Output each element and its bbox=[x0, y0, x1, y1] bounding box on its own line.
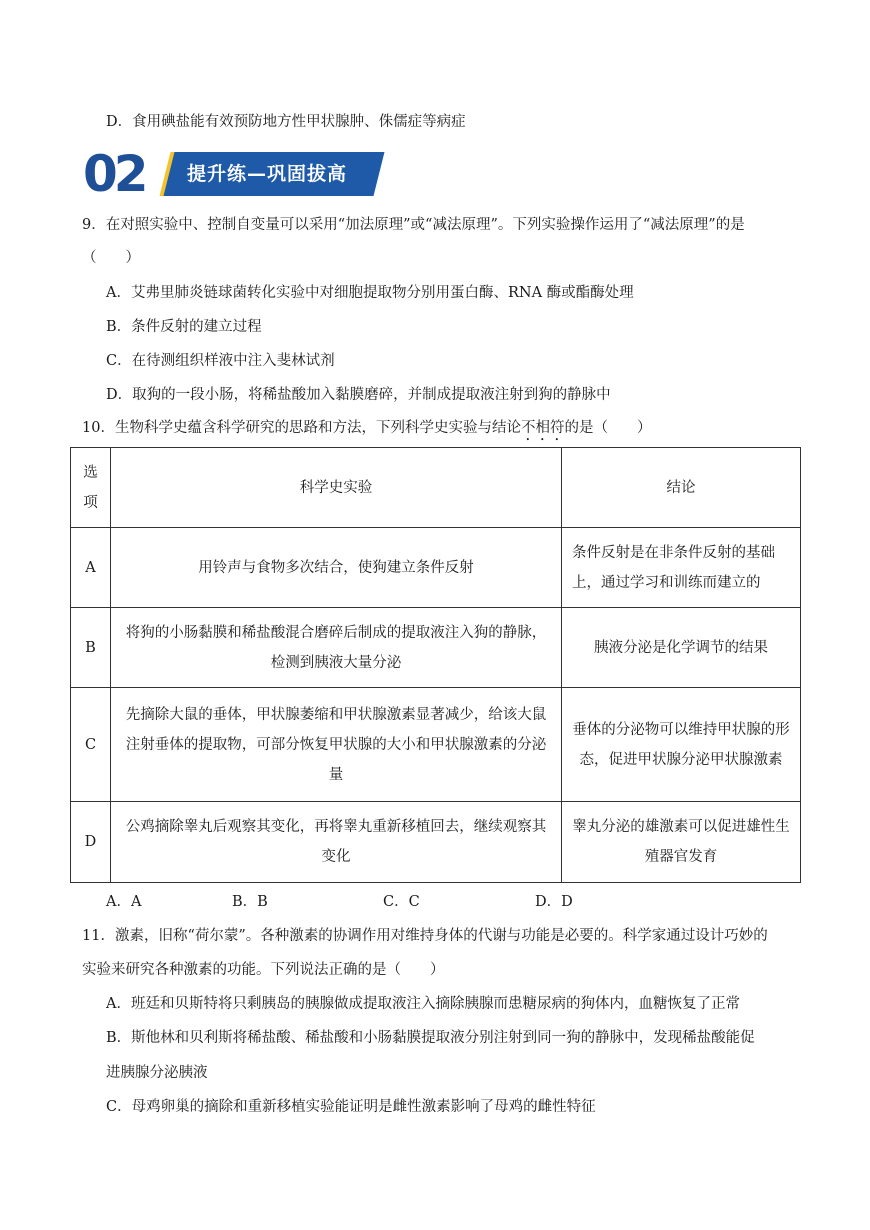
q10-stem-after: 的是（ ） bbox=[564, 420, 652, 436]
row-conclusion: 睾丸分泌的雄激素可以促进雄性生殖器官发育 bbox=[562, 802, 801, 883]
banner-number: 02 bbox=[83, 145, 145, 203]
row-experiment: 用铃声与食物多次结合，使狗建立条件反射 bbox=[111, 528, 562, 608]
q9-option-d: D．取狗的一段小肠，将稀盐酸加入黏膜磨碎，并制成提取液注射到狗的静脉中 bbox=[106, 387, 611, 403]
q10-answer-b: B．B bbox=[232, 894, 268, 910]
header-conclusion: 结论 bbox=[562, 448, 801, 528]
q11-option-b-line2: 进胰腺分泌胰液 bbox=[106, 1065, 208, 1081]
q11-stem-line1: 11．激素，旧称“荷尔蒙”。各种激素的协调作用对维持身体的代谢与功能是必要的。科学家通过设计巧妙的 bbox=[82, 928, 768, 944]
q10-stem-before: 10．生物科学史蕴含科学研究的思路和方法，下列科学史实验与结论 bbox=[82, 420, 521, 436]
row-option: C bbox=[71, 688, 111, 802]
table-row bbox=[71, 528, 801, 608]
row-conclusion: 垂体的分泌物可以维持甲状腺的形态，促进甲状腺分泌甲状腺激素 bbox=[562, 688, 801, 802]
q11-option-a: A．班廷和贝斯特将只剩胰岛的胰腺做成提取液注入摘除胰腺而患糖尿病的狗体内，血糖恢复了正常 bbox=[106, 996, 740, 1012]
row-experiment: 将狗的小肠黏膜和稀盐酸混合磨碎后制成的提取液注入狗的静脉，检测到胰液大量分泌 bbox=[111, 608, 562, 688]
header-option: 选项 bbox=[71, 448, 111, 528]
q10-table bbox=[70, 447, 801, 883]
q9-option-c: C．在待测组织样液中注入斐林试剂 bbox=[106, 353, 335, 369]
q10-answer-a: A．A bbox=[106, 894, 142, 910]
q10-answer-d: D．D bbox=[535, 894, 573, 910]
q9-stem-line2: （ ） bbox=[82, 250, 140, 266]
section-banner bbox=[83, 145, 379, 203]
table-header-row bbox=[71, 448, 801, 528]
banner-title: 提升练—巩固拔高 bbox=[187, 163, 348, 185]
table-row bbox=[71, 802, 801, 883]
q10-stem bbox=[82, 418, 651, 444]
row-conclusion: 胰液分泌是化学调节的结果 bbox=[562, 608, 801, 688]
q9-stem-line1: 9．在对照实验中、控制自变量可以采用“加法原理”或“减法原理”。下列实验操作运用了“减法原理”的是 bbox=[82, 217, 745, 233]
q11-stem-line2: 实验来研究各种激素的功能。下列说法正确的是（ ） bbox=[82, 962, 445, 978]
q9-option-a: A．艾弗里肺炎链球菌转化实验中对细胞提取物分别用蛋白酶、RNA 酶或酯酶处理 bbox=[106, 285, 634, 301]
row-experiment: 先摘除大鼠的垂体，甲状腺萎缩和甲状腺激素显著减少，给该大鼠注射垂体的提取物，可部分恢复甲状腺的大小和甲状腺激素的分泌量 bbox=[111, 688, 562, 802]
row-option: B bbox=[71, 608, 111, 688]
q10-stem-emphasis: 不相符 bbox=[520, 420, 565, 436]
row-experiment: 公鸡摘除睾丸后观察其变化，再将睾丸重新移植回去，继续观察其变化 bbox=[111, 802, 562, 883]
row-conclusion: 条件反射是在非条件反射的基础上，通过学习和训练而建立的 bbox=[562, 528, 801, 608]
q8-option-d: D．食用碘盐能有效预防地方性甲状腺肿、侏儒症等病症 bbox=[106, 114, 466, 130]
q9-option-b: B．条件反射的建立过程 bbox=[106, 319, 262, 335]
row-option: A bbox=[71, 528, 111, 608]
q10-answer-c: C．C bbox=[383, 894, 420, 910]
q11-option-c: C．母鸡卵巢的摘除和重新移植实验能证明是雌性激素影响了母鸡的雌性特征 bbox=[106, 1099, 596, 1115]
table-row bbox=[71, 608, 801, 688]
row-option: D bbox=[71, 802, 111, 883]
header-experiment: 科学史实验 bbox=[111, 448, 562, 528]
q11-option-b-line1: B．斯他林和贝利斯将稀盐酸、稀盐酸和小肠黏膜提取液分别注射到同一狗的静脉中，发现稀盐酸能促 bbox=[106, 1030, 755, 1046]
table-row bbox=[71, 688, 801, 802]
